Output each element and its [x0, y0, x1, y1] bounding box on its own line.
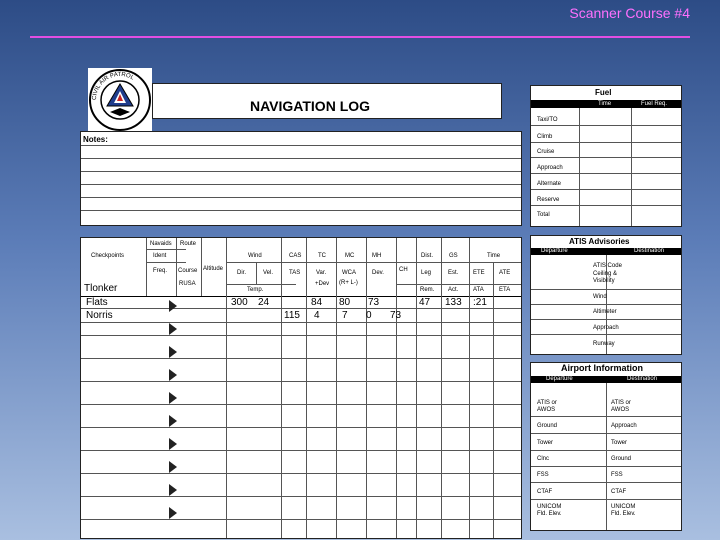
wind-vel-value: 24 [258, 297, 270, 308]
ch-value: 73 [390, 310, 402, 321]
dev-value: 0 [366, 310, 372, 321]
atis-col-departure: Departure [541, 248, 568, 254]
leg-arrow-icon [169, 369, 177, 381]
hdr-plus-dev: +Dev [315, 281, 330, 287]
dist-value: 47 [419, 297, 431, 308]
leg-arrow-icon [169, 323, 177, 335]
airport-dest-label: Approach [611, 423, 637, 429]
hdr-tas: TAS [289, 270, 301, 276]
airport-dep-label: ATIS or AWOS [537, 400, 557, 413]
leg-arrow-icon [169, 507, 177, 519]
hdr-navaids: Navaids [150, 241, 172, 247]
airport-dest-label: UNICOM [611, 504, 636, 510]
hdr-freq: Freq. [153, 268, 168, 274]
hdr-rl: (R+ L-) [339, 280, 358, 286]
leg-arrow-icon [169, 438, 177, 450]
hdr-var: Var. [316, 270, 327, 276]
atis-title: ATIS Advisories [569, 237, 630, 246]
notes-label: Notes: [83, 135, 108, 144]
atis-row-label: Wind [593, 294, 607, 300]
navlog-title-box [152, 83, 502, 119]
leg-arrow-icon [169, 346, 177, 358]
hdr-altitude: Altitude [203, 266, 224, 272]
checkpoint-2: Flats [86, 297, 108, 308]
atis-row-label: Ceiling & Visibility [593, 271, 618, 284]
leg-arrow-icon [169, 484, 177, 496]
atis-row-label: Runway [593, 341, 615, 347]
hdr-act: Act. [448, 287, 459, 293]
hdr-mc: MC [345, 253, 355, 259]
checkpoint-3: Norris [86, 310, 113, 321]
navlog-title: NAVIGATION LOG [250, 98, 371, 114]
tas-value: 115 [284, 310, 300, 321]
hdr-rem: Rem. [420, 287, 435, 293]
hdr-ate: ATE [499, 270, 511, 276]
hdr-leg: Leg [421, 270, 432, 276]
leg-arrow-icon [169, 392, 177, 404]
airport-dep-label: FSS [537, 472, 549, 478]
hdr-wca: WCA [342, 270, 356, 276]
atis-col-destination: Destination [634, 248, 665, 254]
leg-arrow-icon [169, 300, 177, 312]
var-value: 4 [314, 310, 320, 321]
atis-row-label: ATIS Code [593, 263, 622, 269]
fuel-col-time: Time [598, 101, 612, 107]
hdr-wind: Wind [248, 253, 262, 259]
notes-box [80, 131, 522, 226]
airport-dest-label: CTAF [611, 489, 627, 495]
hdr-route: Route [180, 241, 197, 247]
gs-value: 133 [445, 297, 462, 308]
airport-dest-label: Tower [611, 440, 628, 446]
slide-title: Scanner Course #4 [569, 5, 690, 21]
airport-col-departure: Departure [546, 376, 573, 382]
airport-dep-field-elev: Fld. Elev. [537, 511, 562, 517]
hdr-dir: Dir. [237, 270, 246, 276]
fuel-table [530, 85, 682, 227]
fuel-row-label: Total [537, 212, 550, 218]
hdr-dev: Dev. [372, 270, 384, 276]
atis-row-label: Approach [593, 325, 619, 331]
wca-value: 7 [342, 310, 348, 321]
airport-dest-label: ATIS or AWOS [611, 400, 631, 413]
hdr-ident: Ident [153, 253, 167, 259]
airport-dep-label: Tower [537, 440, 554, 446]
leg-arrow-icon [169, 415, 177, 427]
airport-col-destination: Destination [627, 376, 658, 382]
fuel-title: Fuel [595, 88, 612, 97]
airport-dep-label: Clnc [537, 456, 550, 462]
hdr-vel: Vel. [263, 270, 274, 276]
mc-value: 80 [339, 297, 351, 308]
fuel-row-label: Reserve [537, 197, 560, 203]
atis-table [530, 235, 682, 355]
cap-logo [88, 68, 152, 132]
fuel-row-label: Climb [537, 134, 553, 140]
title-divider [30, 36, 690, 38]
airport-dep-label: UNICOM [537, 504, 562, 510]
hdr-cas: CAS [289, 253, 302, 259]
hdr-rusa: RUSA [179, 281, 196, 287]
wind-dir-value: 300 [231, 297, 248, 308]
hdr-ete: ETE [473, 270, 485, 276]
airport-dep-label: CTAF [537, 489, 553, 495]
hdr-time: Time [487, 253, 501, 259]
airport-dest-field-elev: Fld. Elev. [611, 511, 636, 517]
hdr-dist: Dist. [421, 253, 433, 259]
leg-arrow-icon [169, 461, 177, 473]
hdr-gs: GS [449, 253, 458, 259]
hdr-est: Est. [448, 270, 459, 276]
airport-info-table [530, 362, 682, 531]
fuel-row-label: Alternate [537, 181, 562, 187]
airport-dep-label: Ground [537, 423, 558, 429]
nav-grid [80, 237, 522, 539]
fuel-row-label: Approach [537, 165, 563, 171]
hdr-temp: Temp. [247, 287, 264, 293]
atis-row-label: Altimeter [593, 309, 617, 315]
time-value: :21 [473, 297, 487, 308]
leg-arrow-column [165, 296, 183, 538]
fuel-row-label: Cruise [537, 149, 555, 155]
hdr-ata: ATA [473, 287, 484, 293]
fuel-row-label: Taxi/TO [537, 117, 558, 123]
hdr-course: Course [178, 268, 198, 274]
logo-ring-text: CIVIL AIR PATROL [91, 71, 135, 101]
hdr-mh: MH [372, 253, 382, 259]
hdr-tc: TC [318, 253, 326, 259]
airport-dest-label: Ground [611, 456, 632, 462]
hdr-eta: ETA [499, 287, 511, 293]
tc-value: 84 [311, 297, 323, 308]
mh-value: 73 [368, 297, 380, 308]
hdr-checkpoints: Checkpoints [91, 253, 125, 259]
fuel-col-fuel-req: Fuel Req. [641, 101, 668, 107]
airport-title: Airport Information [561, 363, 643, 373]
airport-dest-label: FSS [611, 472, 623, 478]
hdr-ch: CH [399, 267, 408, 273]
checkpoint-1: Tlonker [84, 283, 118, 294]
